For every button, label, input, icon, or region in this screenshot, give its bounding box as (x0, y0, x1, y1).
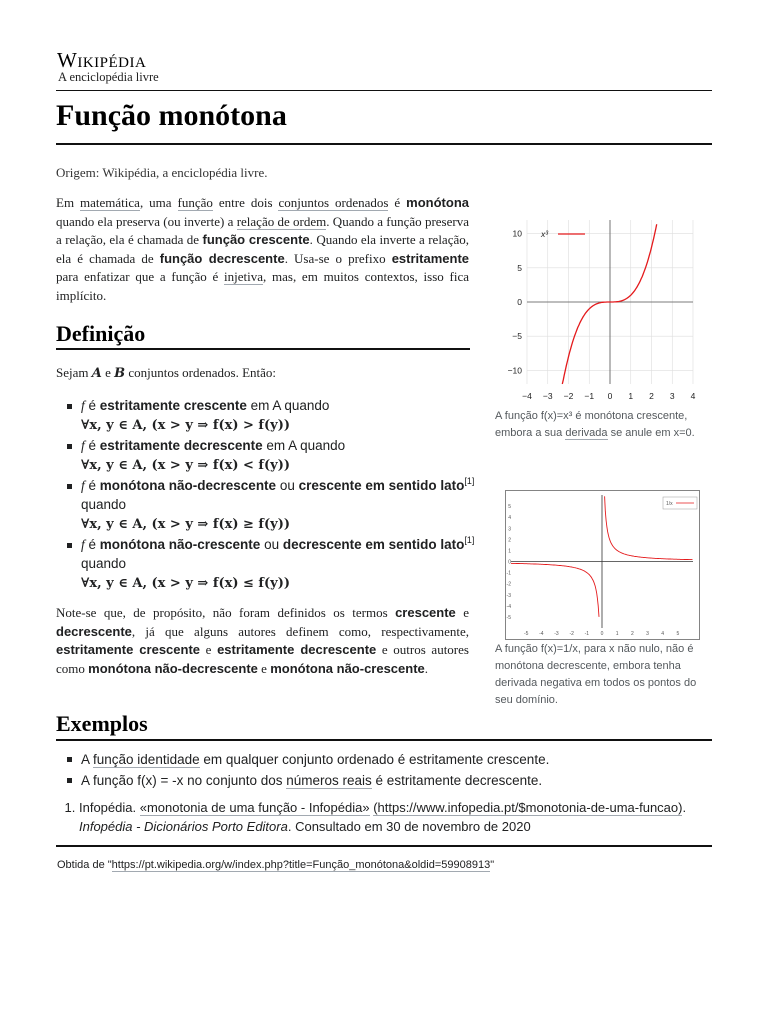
title-underline (56, 143, 712, 145)
list-item: f é estritamente crescente em A quando ∀x, y ∈ A, (x > y ⇒ f(x) > f(y)) (81, 396, 501, 435)
x-tick-label: 2 (649, 391, 654, 401)
wikipedia-logo-subtitle: A enciclopédia livre (58, 70, 159, 84)
cubic-curve (562, 224, 656, 384)
definition-intro: Sejam A e B conjuntos ordenados. Então: (56, 365, 277, 381)
link-derivada[interactable]: derivada (565, 427, 608, 439)
y-tick-label: 5 (508, 504, 511, 511)
x-tick-labels (522, 391, 695, 401)
section-heading-exemplos: Exemplos (56, 711, 148, 736)
y-tick-label: 1 (508, 548, 511, 555)
y-tick-label: -1 (506, 570, 511, 577)
x-tick-label: 0 (600, 631, 604, 637)
reciprocal-function-plot (505, 490, 700, 640)
reference-link[interactable]: [1] (464, 535, 475, 545)
x-tick-label: 5 (676, 631, 680, 637)
x-tick-label: −3 (542, 391, 553, 401)
x-tick-label: 4 (690, 391, 696, 401)
footer-permalink[interactable]: https://pt.wikipedia.org/w/index.php?title=Função_monótona&oldid=59908913 (111, 859, 491, 871)
list-item: f é monótona não-crescente ou decrescente em sentido lato[1] quando ∀x, y ∈ A, (x > y ⇒ f(x) ≤ f(y)) (81, 535, 501, 593)
link-conjuntos-ordenados[interactable]: conjuntos ordenados (278, 195, 389, 210)
x-tick-label: -2 (569, 631, 574, 637)
section-heading-definicao: Definição (56, 321, 146, 346)
y-tick-label: 2 (508, 537, 511, 544)
y-tick-labels (508, 229, 523, 376)
y-tick-label: −10 (507, 365, 522, 376)
y-tick-label: 3 (508, 526, 511, 533)
link-numeros-reais[interactable]: números reais (286, 773, 372, 788)
section-underline (56, 348, 470, 350)
y-tick-label: -5 (506, 614, 511, 621)
formula: ∀x, y ∈ A, (x > y ⇒ f(x) ≤ f(y)) (81, 576, 291, 591)
link-relacao-de-ordem[interactable]: relação de ordem (236, 213, 327, 229)
x-tick-label: -3 (554, 631, 559, 637)
footer-divider (56, 845, 712, 847)
list-item: A função identidade em qualquer conjunto ordenado é estritamente crescente. (81, 749, 549, 770)
plot-frame (506, 491, 700, 640)
definitions-list (56, 396, 501, 594)
figure1-caption: A função f(x)=x³ é monótona crescente, embora a sua derivada se anule em x=0. (495, 410, 695, 439)
list-item: f é monótona não-decrescente ou crescente em sentido lato[1] quando ∀x, y ∈ A, (x > y ⇒ f(x) ≥ f(y)) (81, 476, 501, 534)
note-paragraph: Note-se que, de propósito, não foram definidos os termos crescente e decrescente, já que alguns autores definem como, respectivamente, estritamente crescente e estritamente decrescente e outros autores como monótona não-decrescente e monótona não-crescente. (56, 605, 469, 676)
y-tick-label: −5 (512, 331, 522, 342)
page-title: Função monótona (56, 99, 287, 132)
formula: ∀x, y ∈ A, (x > y ⇒ f(x) < f(y)) (81, 458, 291, 473)
y-tick-label: -4 (506, 603, 511, 610)
x-tick-label: -4 (539, 631, 544, 637)
y-tick-label: 0 (517, 297, 522, 307)
x-tick-label: 1 (628, 391, 634, 401)
formula: ∀x, y ∈ A, (x > y ⇒ f(x) ≥ f(y)) (81, 517, 291, 532)
x-tick-label: 3 (646, 631, 649, 637)
x-tick-label: −4 (522, 391, 532, 401)
legend-label: 1/x (666, 501, 673, 507)
y-tick-label: 10 (512, 228, 522, 239)
y-tick-label: 5 (517, 262, 522, 273)
list-item: A função f(x) = -x no conjunto dos números reais é estritamente decrescente. (81, 770, 549, 791)
figure2-caption: A função f(x)=1/x, para x não nulo, não é monótona decrescente, embora tenha derivada negativa em todos os pontos do seu domínio. (495, 643, 697, 706)
examples-list (56, 749, 549, 791)
x-tick-label: 0 (607, 391, 613, 401)
reference-title-link[interactable]: «monotonia de uma função - Infopédia» (139, 800, 370, 815)
cubic-function-plot (495, 212, 710, 402)
y-tick-label: -3 (506, 592, 511, 599)
y-tick-label: -2 (506, 581, 511, 588)
link-injetiva[interactable]: injetiva (224, 269, 263, 284)
footer-source: Obtida de "https://pt.wikipedia.org/w/index.php?title=Função_monótona&oldid=59908913" (57, 859, 495, 871)
intro-paragraph: Em matemática, uma função entre dois conjuntos ordenados é monótona quando ela preserva (ou inverte) a relação de ordem. Quando a função preserva a relação, ela é chamada de função crescente. Quando ela inverte a relação, ela é chamada de função decrescente. Usa-se o prefixo estritamente para enfatizar que a função é injetiva, mas, em muitos contextos, isso fica implícito. (56, 195, 470, 303)
formula: ∀x, y ∈ A, (x > y ⇒ f(x) > f(y)) (81, 418, 291, 433)
x-tick-label: 3 (669, 391, 675, 401)
x-tick-label: −2 (563, 391, 574, 401)
list-item: f é estritamente decrescente em A quando ∀x, y ∈ A, (x > y ⇒ f(x) < f(y)) (81, 436, 501, 475)
link-matematica[interactable]: matemática (80, 195, 140, 210)
origin-line: Origem: Wikipédia, a enciclopédia livre. (56, 165, 268, 180)
header-divider (56, 90, 712, 91)
wikipedia-logo-title[interactable]: Wikipédia (57, 48, 147, 72)
y-tick-label: 4 (508, 515, 511, 522)
x-tick-label: −1 (584, 391, 595, 401)
x-tick-label: 4 (661, 631, 665, 637)
reference-url-link[interactable]: (https://www.infopedia.pt/$monotonia-de-uma-funcao) (373, 800, 683, 815)
x-tick-label: 2 (630, 631, 634, 637)
x-tick-label: -5 (523, 631, 529, 637)
link-funcao-identidade[interactable]: função identidade (93, 752, 200, 767)
legend-label: x³ (541, 229, 549, 239)
link-funcao[interactable]: função (177, 195, 213, 210)
y-tick-label: 0 (508, 559, 511, 566)
references-list (56, 798, 739, 836)
reference-link[interactable]: [1] (464, 476, 475, 486)
x-tick-label: 1 (615, 631, 619, 637)
x-tick-label: -1 (584, 631, 590, 637)
reference-item: 1. Infopédia. «monotonia de uma função - Infopédia» (https://www.infopedia.pt/$monotonia-de-uma-funcao). Infopédia - Dicionários Porto Editora. Consultado em 30 de novembro de 2020 (79, 798, 739, 836)
section-underline (56, 739, 712, 741)
